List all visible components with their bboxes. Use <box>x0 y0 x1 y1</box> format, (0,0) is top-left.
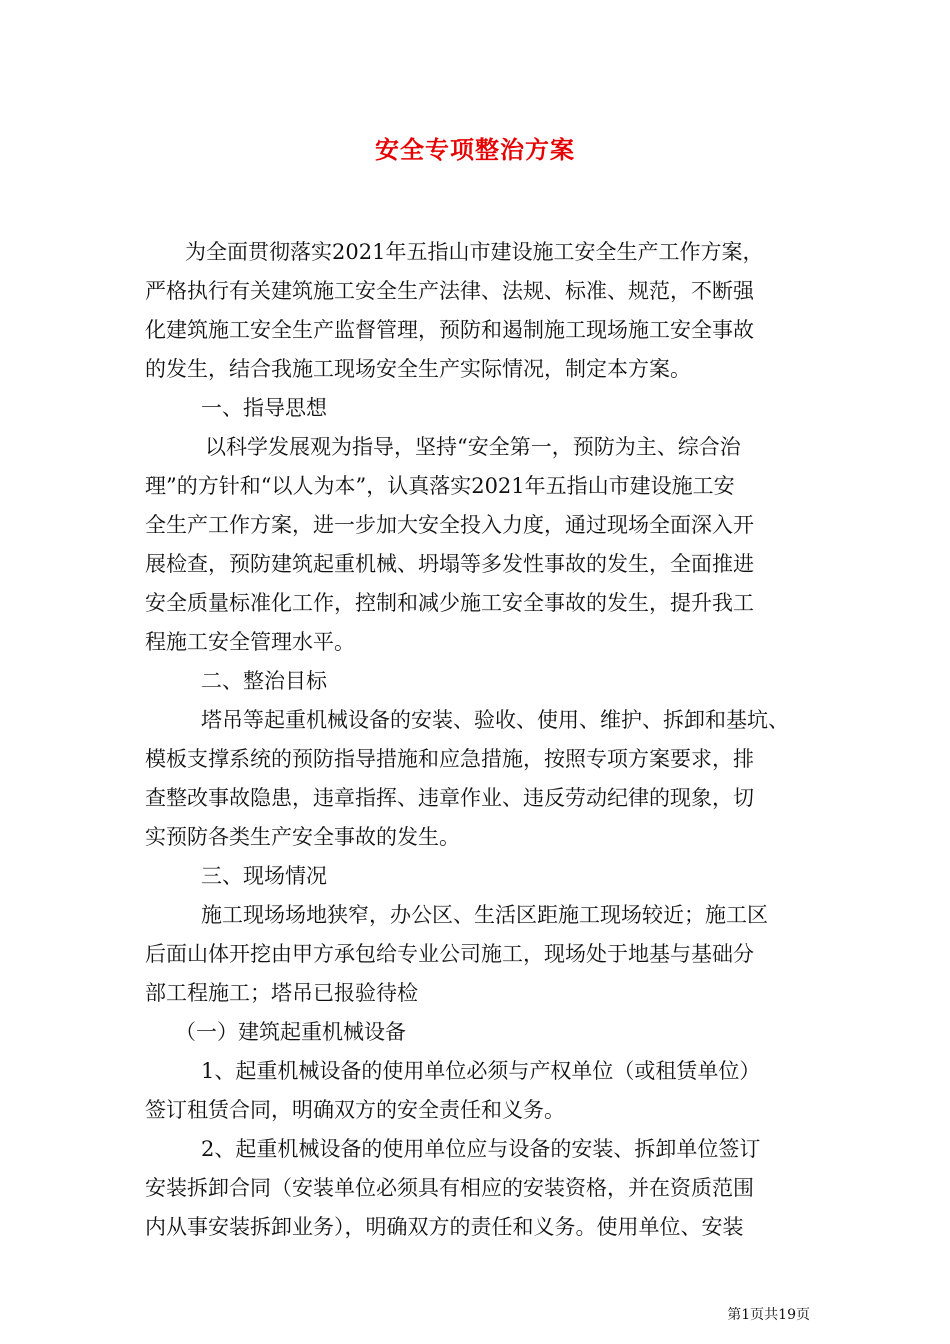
paragraph-line: 全生产工作方案，进一步加大安全投入力度，通过现场全面深入开 <box>145 513 754 537</box>
paragraph-line: 化建筑施工安全生产监督管理，预防和遏制施工现场施工安全事故 <box>145 318 754 342</box>
paragraph-line: 严格执行有关建筑施工安全生产法律、法规、标准、规范，不断强 <box>145 279 754 303</box>
paragraph-line: 2、起重机械设备的使用单位应与设备的安装、拆卸单位签订 <box>201 1137 761 1161</box>
document-body <box>145 233 810 1247</box>
paragraph-line: 签订租赁合同，明确双方的安全责任和义务。 <box>145 1098 565 1122</box>
paragraph-line: 以科学发展观为指导，坚持“安全第一，预防为主、综合治 <box>205 435 741 459</box>
subsection-heading: （一）建筑起重机械设备 <box>175 1020 406 1044</box>
paragraph-line: 1、起重机械设备的使用单位必须与产权单位（或租赁单位） <box>201 1059 761 1083</box>
section-heading: 一、指导思想 <box>201 396 327 420</box>
paragraph-line: 安装拆卸合同（安装单位必须具有相应的安装资格，并在资质范围 <box>145 1176 754 1200</box>
paragraph-line: 内从事安装拆卸业务），明确双方的责任和义务。使用单位、安装 <box>145 1215 744 1239</box>
paragraph-line: 安全质量标准化工作，控制和减少施工安全事故的发生，提升我工 <box>145 591 754 615</box>
paragraph-line: 实预防各类生产安全事故的发生。 <box>145 825 460 849</box>
paragraph-line: 后面山体开挖由甲方承包给专业公司施工，现场处于地基与基础分 <box>145 942 754 966</box>
paragraph-line: 为全面贯彻落实2021年五指山市建设施工安全生产工作方案， <box>185 240 764 264</box>
section-heading: 三、现场情况 <box>201 864 327 888</box>
section-heading: 二、整治目标 <box>201 669 327 693</box>
paragraph-line: 部工程施工；塔吊已报验待检 <box>145 981 418 1005</box>
page-number: 第1页共19页 <box>727 1307 810 1323</box>
paragraph-line: 的发生，结合我施工现场安全生产实际情况，制定本方案。 <box>145 357 691 381</box>
paragraph-line: 施工现场场地狭窄，办公区、生活区距施工现场较近；施工区 <box>201 903 768 927</box>
paragraph-line: 塔吊等起重机械设备的安装、验收、使用、维护、拆卸和基坑、 <box>201 708 789 732</box>
paragraph-line: 理”的方针和“以人为本”，认真落实2021年五指山市建设施工安 <box>145 474 735 498</box>
paragraph-line: 展检查，预防建筑起重机械、坍塌等多发性事故的发生，全面推进 <box>145 552 754 576</box>
paragraph-line: 查整改事故隐患，违章指挥、违章作业、违反劳动纪律的现象，切 <box>145 786 754 810</box>
paragraph-line: 程施工安全管理水平。 <box>145 630 355 654</box>
document-title: 安全专项整治方案 <box>375 135 575 164</box>
paragraph-line: 模板支撑系统的预防指导措施和应急措施，按照专项方案要求，排 <box>145 747 754 771</box>
